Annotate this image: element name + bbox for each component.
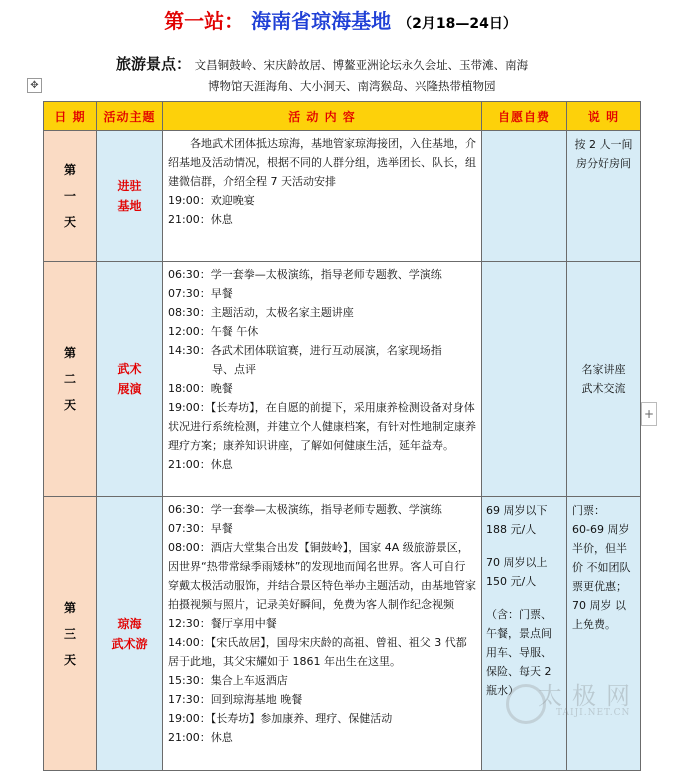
tourist-spots-line1: 文昌铜鼓岭、宋庆龄故居、博鳌亚洲论坛永久会址、玉带滩、南海 — [194, 58, 529, 72]
content-cell — [163, 497, 482, 771]
content-line: 21:00：休息 — [168, 458, 233, 471]
header-date: 日 期 — [44, 102, 97, 131]
table-body — [44, 131, 641, 771]
content-line: 07:30：早餐 — [168, 522, 233, 535]
day-char: 第 — [63, 600, 76, 615]
page-title — [0, 8, 681, 37]
day-char: 第 — [63, 346, 76, 360]
fee-line: （含：门票、午餐，景点间用车、导服、保险、每天 2 瓶水） — [486, 608, 552, 697]
content-line: 15:30：集合上车返酒店 — [168, 674, 288, 687]
day-char: 第 — [63, 163, 76, 177]
content-line: 06:30：学一套拳—太极演练，指导老师专题教、学演练 — [168, 268, 442, 281]
content-line: 17:30：回到琼海基地 晚餐 — [168, 693, 303, 706]
content-line: 07:30：早餐 — [168, 287, 233, 300]
content-line: 14:00：【宋氏故居】，国母宋庆龄的高祖、曾祖、祖父 3 代都居于此地，其父宋耀如于 1861 年出生在这里。 — [168, 636, 467, 668]
header-fee: 自愿自费 — [482, 102, 567, 131]
content-line: 08:00：酒店大堂集合出发【铜鼓岭】，国家 4A 级旅游景区，因世界“热带常绿季雨矮林”的发现地而闻名世界。客人可自行穿戴太极活动服饰，并结合景区特色举办主题活动，由基地管家拍摄视频与照片，记录美好瞬间，免费为客人制作纪念视频 — [168, 541, 476, 611]
fee-line: 69 周岁以下 188 元/人 — [486, 504, 548, 536]
title-dates: （2月18—24日） — [398, 16, 517, 32]
table-row — [44, 131, 641, 262]
content-cell — [163, 131, 482, 262]
schedule-table — [43, 101, 641, 771]
content-line: 19:00：欢迎晚宴 — [168, 194, 255, 207]
fee-line: 70 周岁以上 150 元/人 — [486, 556, 548, 588]
content-line: 06:30：学一套拳—太极演练，指导老师专题教、学演练 — [168, 503, 442, 516]
content-cell — [163, 262, 482, 497]
watermark-main: 太极网 — [538, 682, 640, 710]
theme-line: 进驻 — [117, 179, 142, 193]
content-line: 18:00：晚餐 — [168, 382, 233, 395]
tourist-spots — [116, 54, 616, 97]
content-line: 各地武术团体抵达琼海，基地管家琼海接团，入住基地，介绍基地及活动情况，根据不同的人群分组，选举团长、队长，组建微信群，介绍全程 7 天活动安排 — [168, 137, 476, 188]
theme-line: 武术游 — [111, 636, 148, 651]
theme-line: 武术 — [117, 362, 142, 376]
table-move-handle-icon[interactable]: ✥ — [27, 78, 42, 93]
day-cell — [44, 262, 97, 497]
day-char: 天 — [63, 652, 76, 667]
add-column-plus-icon[interactable]: + — [641, 402, 657, 426]
theme-line: 基地 — [117, 199, 142, 213]
watermark-sub: TAIJI.NET.CN — [556, 708, 631, 718]
header-theme: 活动主题 — [97, 102, 163, 131]
tourist-spots-line2: 博物馆天涯海角、大小洞天、南湾猴岛、兴隆热带植物园 — [208, 79, 496, 93]
theme-cell — [97, 262, 163, 497]
content-line: 19:00：【长寿坊】，在自愿的前提下，采用康养检测设备对身体状况进行系统检测，并建立个人健康档案，有针对性地制定康养理疗方案；康养知识讲座，了解如何健康生活，延年益寿。 — [168, 401, 476, 452]
content-line: 导、点评 — [212, 363, 256, 376]
content-line: 19:00：【长寿坊】参加康养、理疗、保健活动 — [168, 712, 393, 725]
header-note: 说 明 — [567, 102, 641, 131]
content-line: 14:30：各武术团体联谊赛，进行互动展演，名家现场指 — [168, 344, 442, 357]
note-line: 武术交流 — [581, 382, 626, 395]
content-line: 12:00：午餐 午休 — [168, 325, 259, 338]
note-cell — [567, 262, 641, 497]
theme-cell — [97, 497, 163, 771]
content-line: 12:30：餐厅享用中餐 — [168, 617, 277, 630]
theme-cell — [97, 131, 163, 262]
content-line: 08:30：主题活动，太极名家主题讲座 — [168, 306, 354, 319]
header-content: 活 动 内 容 — [163, 102, 482, 131]
day-char: 天 — [63, 215, 76, 229]
theme-line: 展演 — [117, 382, 142, 396]
theme-line: 琼海 — [117, 616, 142, 631]
tourist-spots-label: 旅游景点： — [116, 55, 192, 73]
note-line: 按 2 人一间 房分好房间 — [574, 138, 633, 170]
day-char: 天 — [63, 398, 76, 412]
note-cell — [567, 131, 641, 262]
day-char: 一 — [63, 189, 76, 203]
content-line: 21:00：休息 — [168, 731, 233, 744]
day-cell — [44, 497, 97, 771]
day-cell — [44, 131, 97, 262]
table-header-row — [44, 102, 641, 131]
day-char: 三 — [63, 626, 76, 641]
table-row — [44, 262, 641, 497]
title-station: 第一站： — [164, 9, 245, 33]
fee-cell — [482, 262, 567, 497]
note-line: 门票： — [572, 504, 605, 517]
fee-cell — [482, 131, 567, 262]
day-char: 二 — [63, 372, 76, 386]
note-line: 60-69 周岁半价，但半价 不如团队 票更优惠；70 周岁 以上免费。 — [572, 523, 631, 631]
content-line: 21:00：休息 — [168, 213, 233, 226]
watermark — [498, 676, 678, 736]
title-place: 海南省琼海基地 — [251, 9, 392, 33]
note-line: 名家讲座 — [581, 363, 626, 376]
